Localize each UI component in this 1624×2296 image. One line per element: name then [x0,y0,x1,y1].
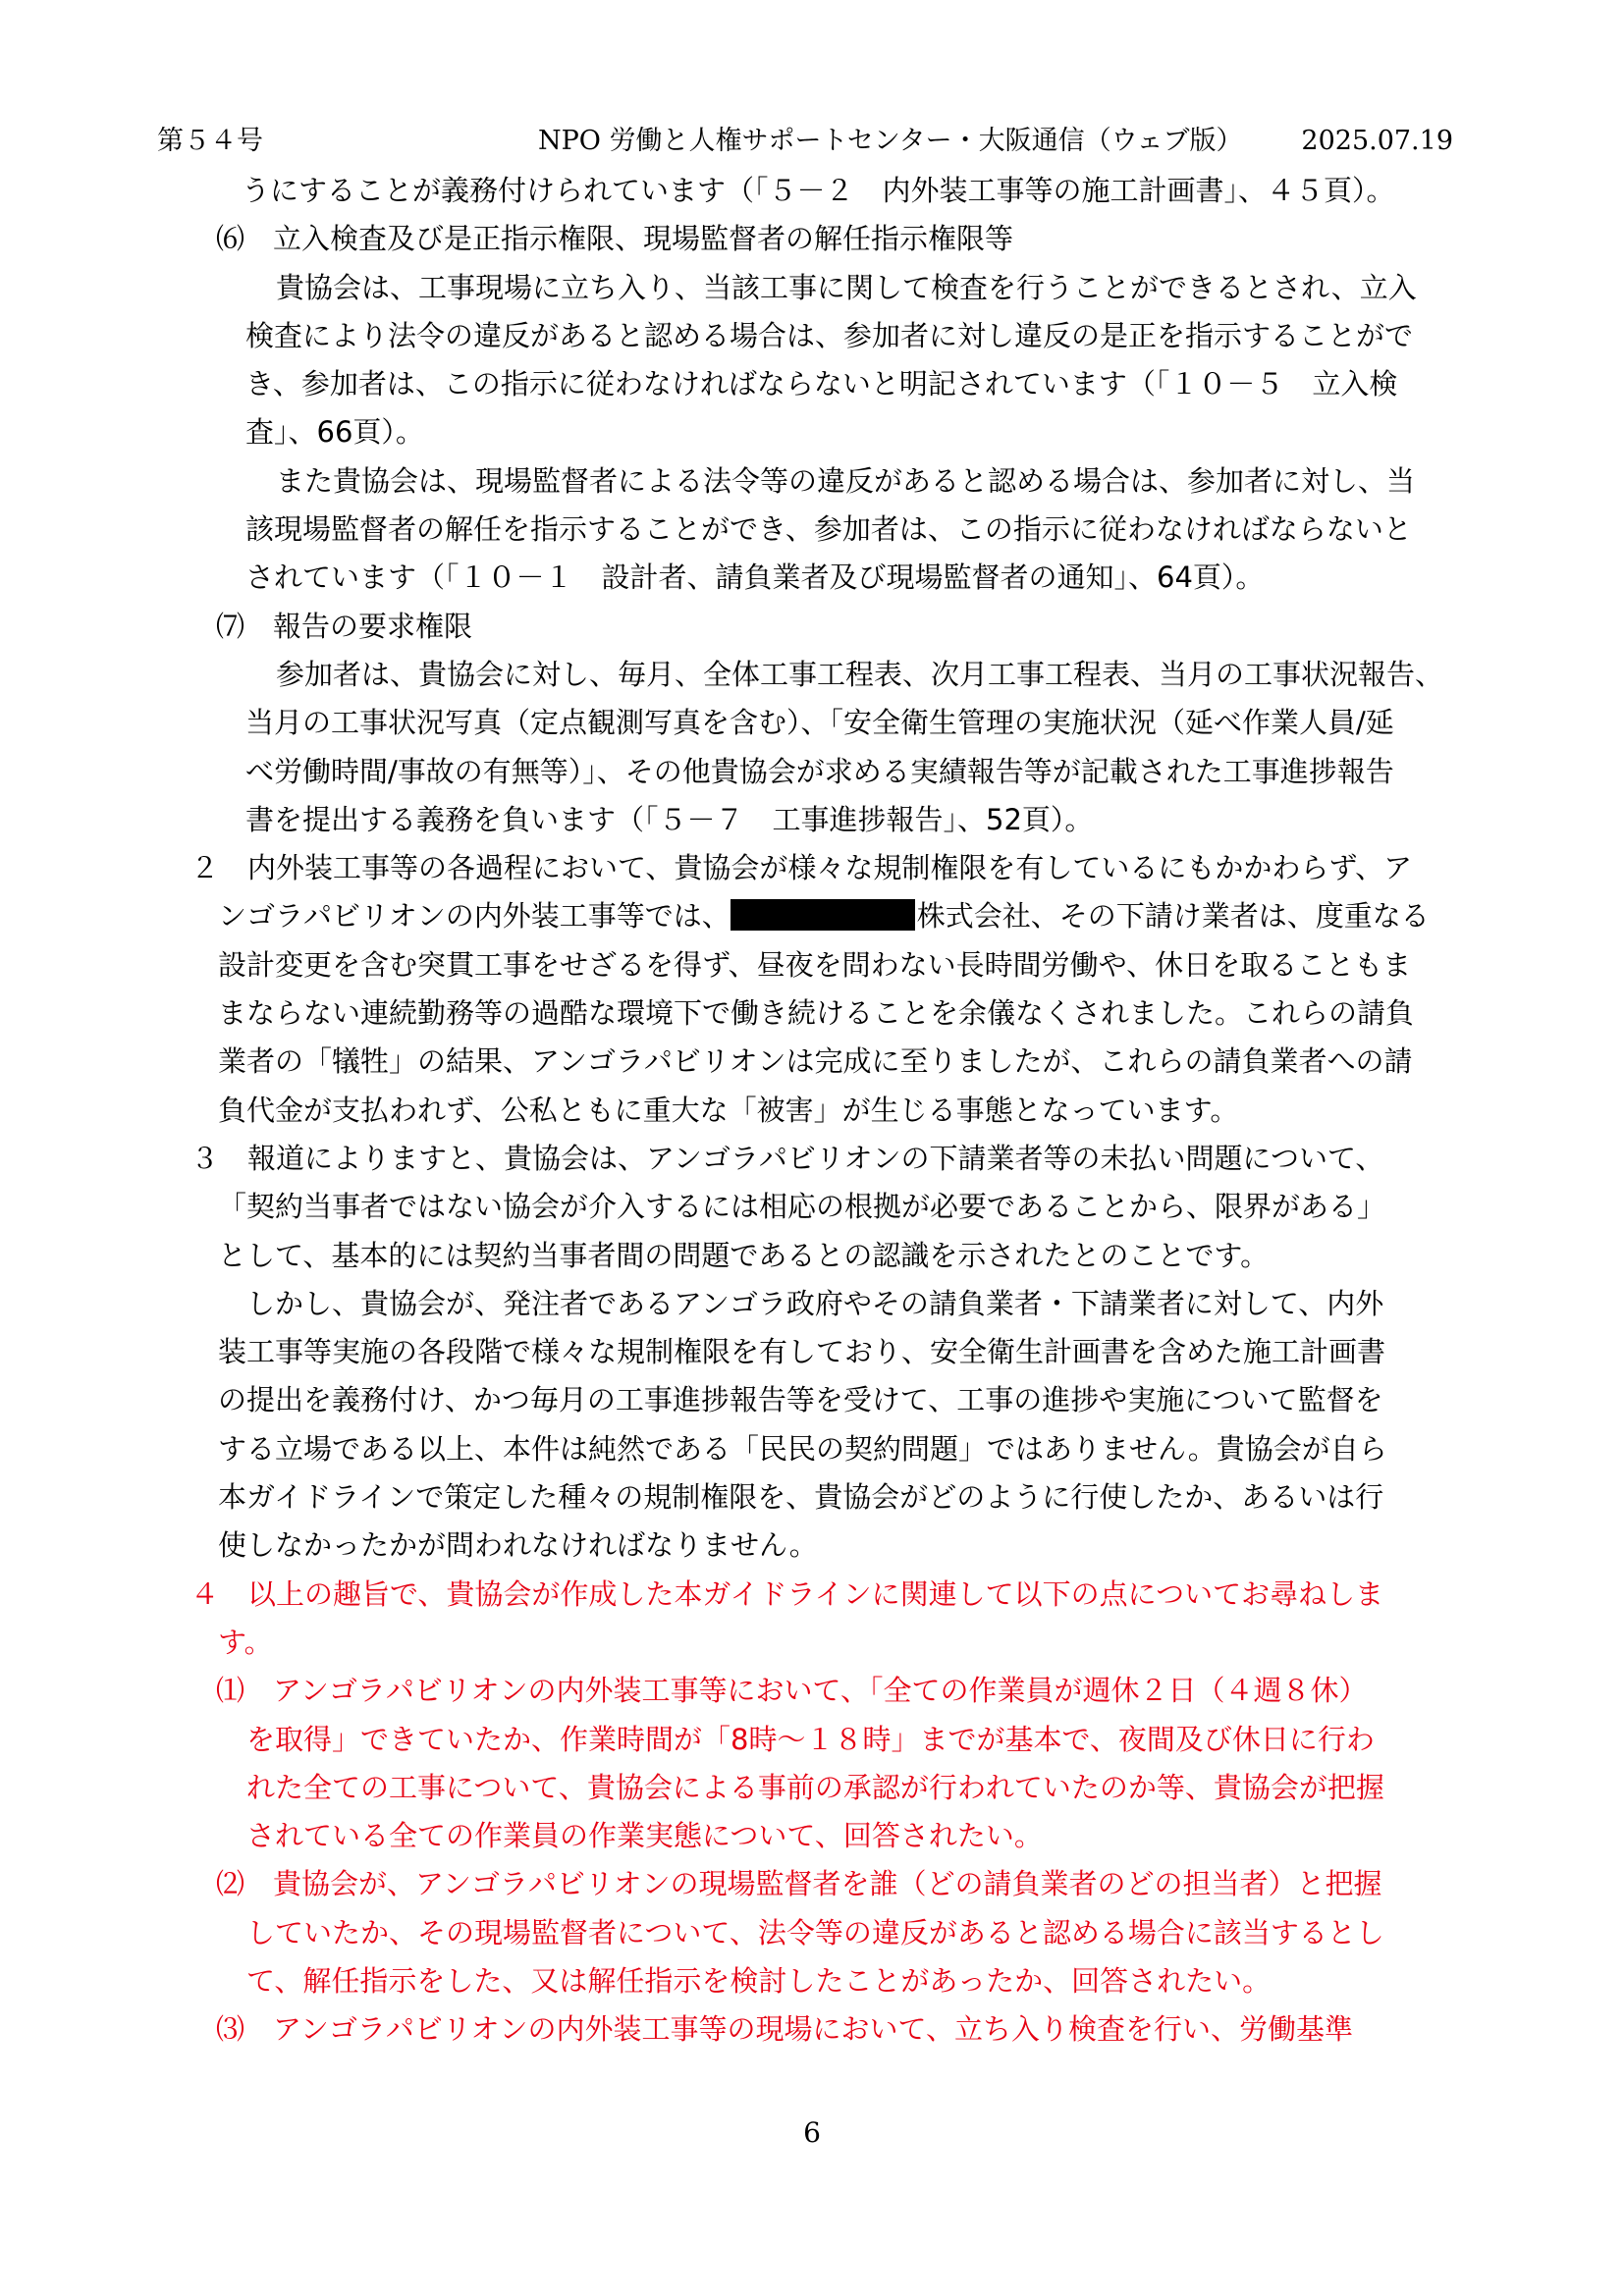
subsection-heading: ⑺ 報告の要求権限 [216,609,473,643]
paragraph-line [0,892,1624,940]
paragraph-line: 設計変更を含む突貫工事をせざるを得ず、昼夜を問わない長時間労働や、休日を取ることもま [218,947,1412,982]
paragraph-line: き、参加者は、この指示に従わなければならないと明記されています（「１０－５ 立入検 [245,367,1398,401]
subsection-heading: ⑹ 立入検査及び是正指示権限、現場監督者の解任指示権限等 [216,222,1014,256]
document-body [0,167,1624,2055]
question-item: ⑵ 貴協会が、アンゴラパビリオンの現場監督者を誰（どの請負業者のどの担当者）と把握 [216,1867,1382,1901]
paragraph-line: うにすることが義務付けられています（「５－２ 内外装工事等の施工計画書」、４５頁）。 [242,174,1395,207]
section-heading: ３ 報道によりますと、貴協会は、アンゴラパビリオンの下請業者等の未払い問題について、 [190,1141,1384,1175]
paragraph-line: 参加者は、貴協会に対し、毎月、全体工事工程表、次月工事工程表、当月の工事状況報告、 [276,657,1444,691]
page-number: 6 [803,2116,821,2149]
paragraph-line: て、解任指示をした、又は解任指示を検討したことがあったか、回答されたい。 [246,1963,1272,1998]
paragraph-line: していたか、その現場監督者について、法令等の違反があると認める場合に該当するとし [246,1915,1384,1949]
paragraph-line: 本ガイドラインで策定した種々の規制権限を、貴協会がどのように行使したか、あるいは行 [218,1480,1384,1515]
paragraph-line: 検査により法令の違反があると認める場合は、参加者に対し違反の是正を指示することがで [245,318,1414,352]
paragraph-line: 当月の工事状況写真（定点観測写真を含む）、「安全衛生管理の実施状況（延べ作業人員/延 [245,706,1394,740]
paragraph-line: まならない連続勤務等の過酷な環境下で働き続けることを余儀なくされました。これらの請負 [218,996,1415,1031]
paragraph-line: 「契約当事者ではない協会が介入するには相応の根拠が必要であることから、限界がある」 [218,1190,1386,1224]
paragraph-text: ンゴラパビリオンの内外装工事等では、 [218,899,731,934]
paragraph-line: として、基本的には契約当事者間の問題であるとの認識を示されたとのことです。 [218,1238,1270,1272]
paragraph-line: 査」、66頁）。 [245,415,424,450]
paragraph-text: 株式会社、その下請け業者は、度重なる [916,899,1430,934]
paragraph-line: 貴協会は、工事現場に立ち入り、当該工事に関して検査を行うことができるとされ、立入 [276,270,1417,304]
paragraph-line: する立場である以上、本件は純然である「民民の契約問題」ではありません。貴協会が自ら [218,1431,1387,1466]
paragraph-line: しかし、貴協会が、発注者であるアンゴラ政府やその請負業者・下請業者に対して、内外 [246,1286,1384,1320]
paragraph-line: 書を提出する義務を負います（「５－７ 工事進捗報告」、52頁）。 [245,802,1094,836]
paragraph-line: す。 [218,1625,273,1659]
paragraph-line: を取得」できていたか、作業時間が「8時～１８時」までが基本で、夜間及び休日に行わ [246,1722,1375,1756]
issue-number: 第５４号 [157,126,263,156]
paragraph-line: されています（「１０－１ 設計者、請負業者及び現場監督者の通知」、64頁）。 [245,561,1265,595]
paragraph-line: また貴協会は、現場監督者による法令等の違反があると認める場合は、参加者に対し、当 [276,463,1416,498]
publication-date: 2025.07.19 [1301,126,1453,156]
paragraph-line: 負代金が支払われず、公私ともに重大な「被害」が生じる事態となっています。 [218,1093,1239,1127]
paragraph-line: されている全ての作業員の作業実態について、回答されたい。 [246,1819,1043,1853]
paragraph-line: の提出を義務付け、かつ毎月の工事進捗報告等を受けて、工事の進捗や実施について監督を [218,1383,1383,1417]
page-header [157,122,1453,161]
redaction-block [731,899,915,931]
question-item: ⑶ アンゴラパビリオンの内外装工事等の現場において、立ち入り検査を行い、労働基準 [216,2012,1353,2047]
paragraph-line: 装工事等実施の各段階で様々な規制権限を有しており、安全衛生計画書を含めた施工計画書 [218,1335,1386,1369]
paragraph-line: れた全ての工事について、貴協会による事前の承認が行われていたのか等、貴協会が把握 [246,1770,1384,1804]
paragraph-line: 該現場監督者の解任を指示することができ、参加者は、この指示に従わなければならないと [245,512,1412,547]
section-heading: ４ 以上の趣旨で、貴協会が作成した本ガイドラインに関連して以下の点についてお尋ねしま [190,1576,1384,1611]
section-heading: ２ 内外装工事等の各過程において、貴協会が様々な規制権限を有しているにもかかわらず、ア [190,851,1413,885]
paragraph-line: 使しなかったかが問われなければなりません。 [218,1528,818,1563]
paragraph-line: べ労働時間/事故の有無等）」、その他貴協会が求める実績報告等が記載された工事進捗報告 [245,754,1394,788]
publication-title: NPO 労働と人権サポートセンター・大阪通信（ウェブ版） [538,126,1243,156]
question-item: ⑴ アンゴラパビリオンの内外装工事等において、「全ての作業員が週休２日（４週８休） [216,1674,1368,1708]
paragraph-line: 業者の「犠牲」の結果、アンゴラパビリオンは完成に至りましたが、これらの請負業者への請 [218,1044,1413,1079]
